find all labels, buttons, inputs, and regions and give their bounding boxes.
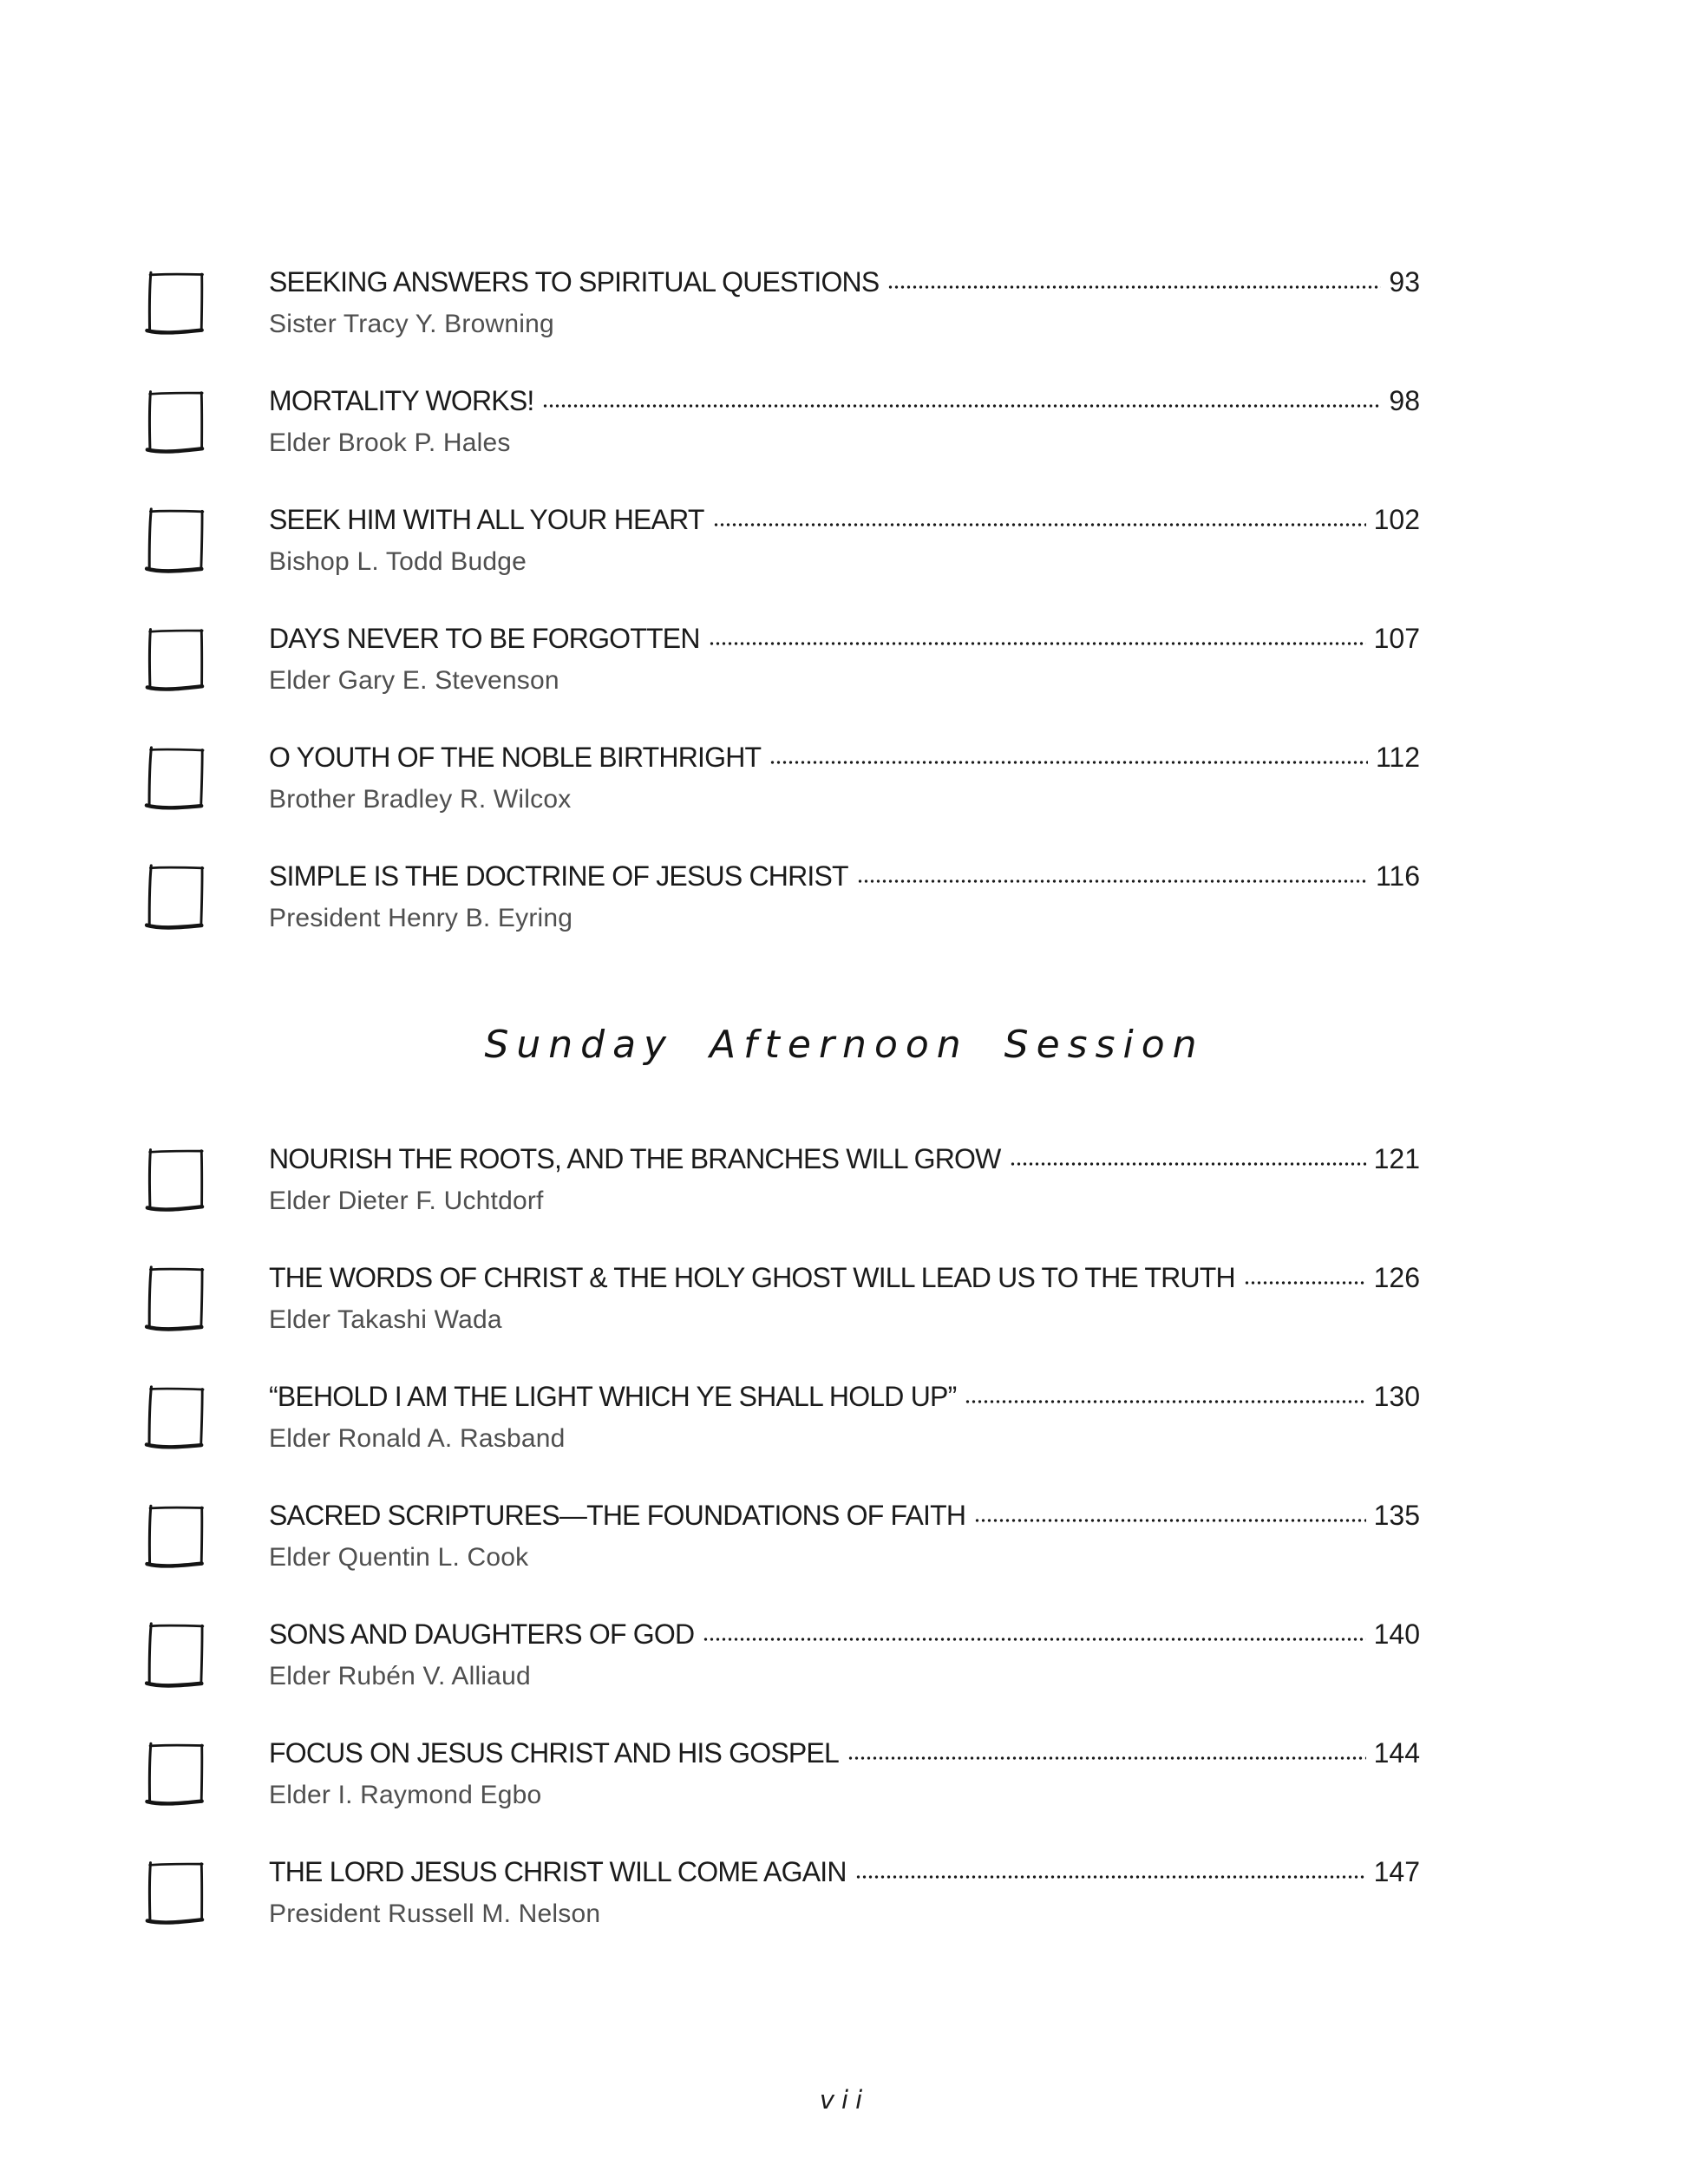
dotted-leader	[709, 640, 1366, 647]
checkbox-icon	[143, 268, 206, 337]
dotted-leader	[713, 521, 1366, 528]
entry-title: THE WORDS OF CHRIST & THE HOLY GHOST WILL LEAD US TO THE TRUTH	[269, 1262, 1235, 1293]
toc-entry	[143, 622, 1420, 696]
entry-author: Elder Gary E. Stevenson	[269, 666, 559, 695]
entry-title: SEEK HIM WITH ALL YOUR HEART	[269, 504, 704, 535]
entry-author: Bishop L. Todd Budge	[269, 547, 527, 576]
checkbox-icon	[143, 1145, 207, 1215]
toc-entry	[143, 1855, 1420, 1930]
entry-page-number: 107	[1373, 623, 1420, 654]
toc-entry	[143, 1736, 1420, 1811]
entry-author: Elder Takashi Wada	[269, 1305, 502, 1334]
entry-page-number: 135	[1373, 1500, 1420, 1531]
entry-title: SEEKING ANSWERS TO SPIRITUAL QUESTIONS	[269, 266, 880, 298]
toc-entry	[143, 741, 1420, 815]
dotted-leader	[1244, 1279, 1366, 1286]
toc-entry	[143, 1499, 1420, 1573]
checkbox-icon	[143, 504, 207, 576]
checkbox-icon	[143, 1501, 206, 1571]
checkbox-icon	[143, 387, 207, 457]
entry-page-number: 147	[1373, 1856, 1420, 1887]
entry-author: Elder I. Raymond Egbo	[269, 1781, 542, 1809]
checkbox-icon	[143, 1858, 207, 1928]
checkbox-icon	[143, 624, 207, 695]
entry-author: Brother Bradley R. Wilcox	[269, 785, 572, 814]
entry-author: Sister Tracy Y. Browning	[269, 310, 554, 338]
entry-author: Elder Dieter F. Uchtdorf	[269, 1187, 544, 1215]
checkbox-icon	[143, 1739, 206, 1808]
entry-page-number: 140	[1373, 1618, 1420, 1650]
entry-title: THE LORD JESUS CHRIST WILL COME AGAIN	[269, 1856, 847, 1887]
entry-page-number: 126	[1373, 1262, 1420, 1293]
dotted-leader	[887, 284, 1381, 291]
entry-page-number: 102	[1373, 504, 1420, 535]
toc-entry	[143, 1380, 1420, 1455]
dotted-leader	[857, 878, 1368, 885]
entry-title: SONS AND DAUGHTERS OF GOD	[269, 1618, 695, 1650]
checkbox-icon	[142, 742, 206, 813]
entry-author: President Russell M. Nelson	[269, 1900, 601, 1928]
entry-title: NOURISH THE ROOTS, AND THE BRANCHES WILL GROW	[269, 1143, 1001, 1174]
checkbox-icon	[143, 1262, 207, 1334]
dotted-leader	[965, 1398, 1365, 1405]
entry-page-number: 112	[1375, 742, 1420, 773]
entry-author: Elder Rubén V. Alliaud	[269, 1662, 531, 1690]
entry-author: Elder Brook P. Hales	[269, 428, 511, 457]
entry-page-number: 144	[1373, 1737, 1420, 1769]
entry-author: President Henry B. Eyring	[269, 904, 573, 932]
table-of-contents	[143, 265, 1420, 1974]
entry-page-number: 121	[1373, 1143, 1420, 1174]
dotted-leader	[855, 1873, 1366, 1880]
entry-title: SIMPLE IS THE DOCTRINE OF JESUS CHRIST	[269, 860, 848, 892]
toc-entry	[143, 265, 1420, 340]
entry-title: “BEHOLD I AM THE LIGHT WHICH YE SHALL HOLD UP”	[269, 1381, 957, 1412]
dotted-leader	[769, 759, 1368, 766]
entry-page-number: 130	[1373, 1381, 1420, 1412]
dotted-leader	[1010, 1161, 1366, 1167]
dotted-leader	[542, 402, 1381, 409]
entry-title: MORTALITY WORKS!	[269, 385, 534, 416]
dotted-leader	[974, 1517, 1365, 1524]
dotted-leader	[847, 1755, 1366, 1762]
session-header: Sunday Afternoon Session	[484, 1023, 1205, 1067]
entry-title: SACRED SCRIPTURES—THE FOUNDATIONS OF FAITH	[269, 1500, 966, 1531]
entry-page-number: 116	[1375, 860, 1420, 892]
entry-author: Elder Ronald A. Rasband	[269, 1424, 566, 1453]
toc-entry	[143, 1142, 1420, 1217]
toc-entry	[143, 1618, 1420, 1692]
checkbox-icon	[143, 860, 207, 932]
entry-title: O YOUTH OF THE NOBLE BIRTHRIGHT	[269, 742, 762, 773]
entry-title: DAYS NEVER TO BE FORGOTTEN	[269, 623, 700, 654]
checkbox-icon	[143, 1618, 207, 1690]
toc-entry	[143, 503, 1420, 578]
entry-page-number: 98	[1389, 385, 1420, 416]
entry-page-number: 93	[1389, 266, 1420, 298]
entry-author: Elder Quentin L. Cook	[269, 1543, 529, 1572]
entry-title: FOCUS ON JESUS CHRIST AND HIS GOSPEL	[269, 1737, 839, 1769]
dotted-leader	[703, 1636, 1365, 1643]
checkbox-icon	[142, 1382, 206, 1452]
toc-entry	[143, 1261, 1420, 1336]
toc-entry	[143, 384, 1420, 459]
toc-entry	[143, 860, 1420, 934]
page-number-footer: vii	[819, 2085, 870, 2115]
